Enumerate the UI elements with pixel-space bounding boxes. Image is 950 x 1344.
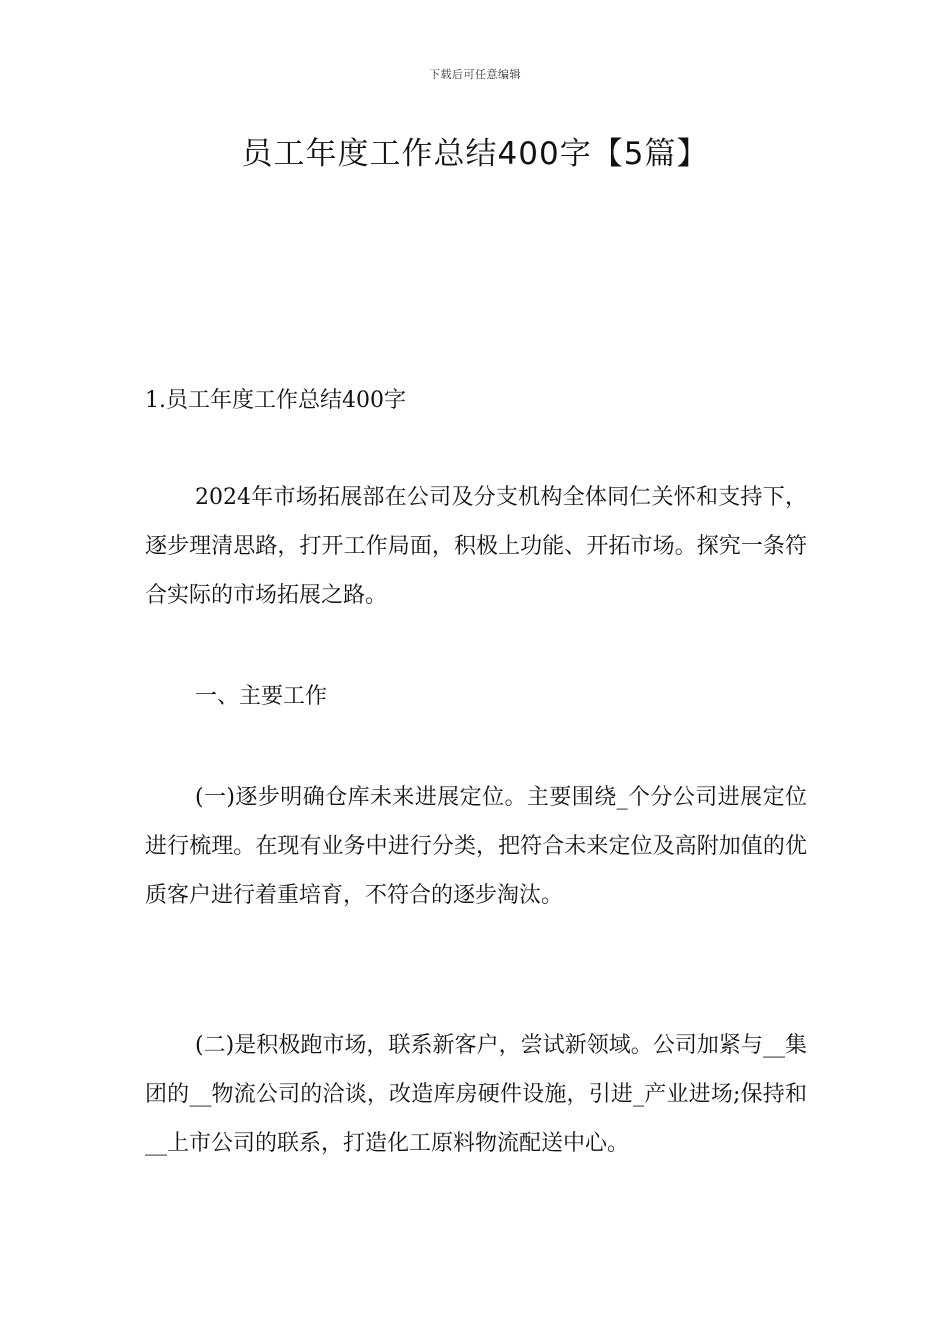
paragraph-item-1: (一)逐步明确仓库未来进展定位。主要围绕_个分公司进展定位进行梳理。在现有业务中进行分类，把符合未来定位及高附加值的优质客户进行着重培育，不符合的逐步淘汰。 [145,785,807,908]
subheading-main-work: 一、主要工作 [195,684,328,709]
paragraph-item-2: (二)是积极跑市场，联系新客户，尝试新领域。公司加紧与__集团的__物流公司的洽谈，改造库房硬件设施，引进_产业进场;保持和__上市公司的联系，打造化工原料物流配送中心。 [145,1033,807,1156]
header-note: 下载后可任意编辑 [429,68,521,81]
section-heading: 1.员工年度工作总结400字 [145,388,406,413]
document-title: 员工年度工作总结400字【5篇】 [241,136,709,172]
paragraph-intro: 2024年市场拓展部在公司及分支机构全体同仁关怀和支持下，逐步理清思路，打开工作局面，积极上功能、开拓市场。探究一条符合实际的市场拓展之路。 [145,485,807,608]
